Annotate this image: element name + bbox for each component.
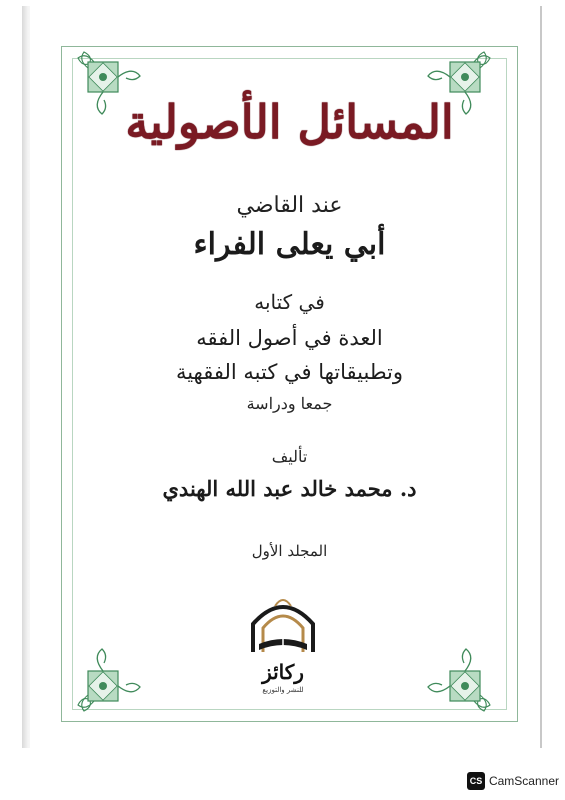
volume-label: المجلد الأول <box>251 542 328 560</box>
book-title: المسائل الأصولية <box>125 95 454 149</box>
subtitle-line-2: أبي يعلى الفراء <box>193 227 386 262</box>
source-book-title-line-1: العدة في أصول الفقه <box>196 326 383 350</box>
camscanner-watermark <box>467 772 559 790</box>
camscanner-label: CamScanner <box>488 774 559 788</box>
source-book-title-line-2: وتطبيقاتها في كتبه الفقهية <box>175 360 404 384</box>
camscanner-logo-icon: CS <box>467 772 485 790</box>
corner-ornament-bottom-right-icon <box>424 645 494 715</box>
subtitle-line-1: عند القاضي <box>236 193 343 218</box>
corner-ornament-bottom-left-icon <box>74 645 144 715</box>
in-book-label: في كتابه <box>254 290 325 314</box>
by-label: تأليف <box>271 447 308 466</box>
author-name: د. محمد خالد عبد الله الهندي <box>162 476 417 501</box>
study-type: جمعا ودراسة <box>246 394 333 413</box>
publisher-name: ركائز <box>262 660 304 684</box>
publisher-tagline: للنشر والتوزيع <box>262 686 304 694</box>
